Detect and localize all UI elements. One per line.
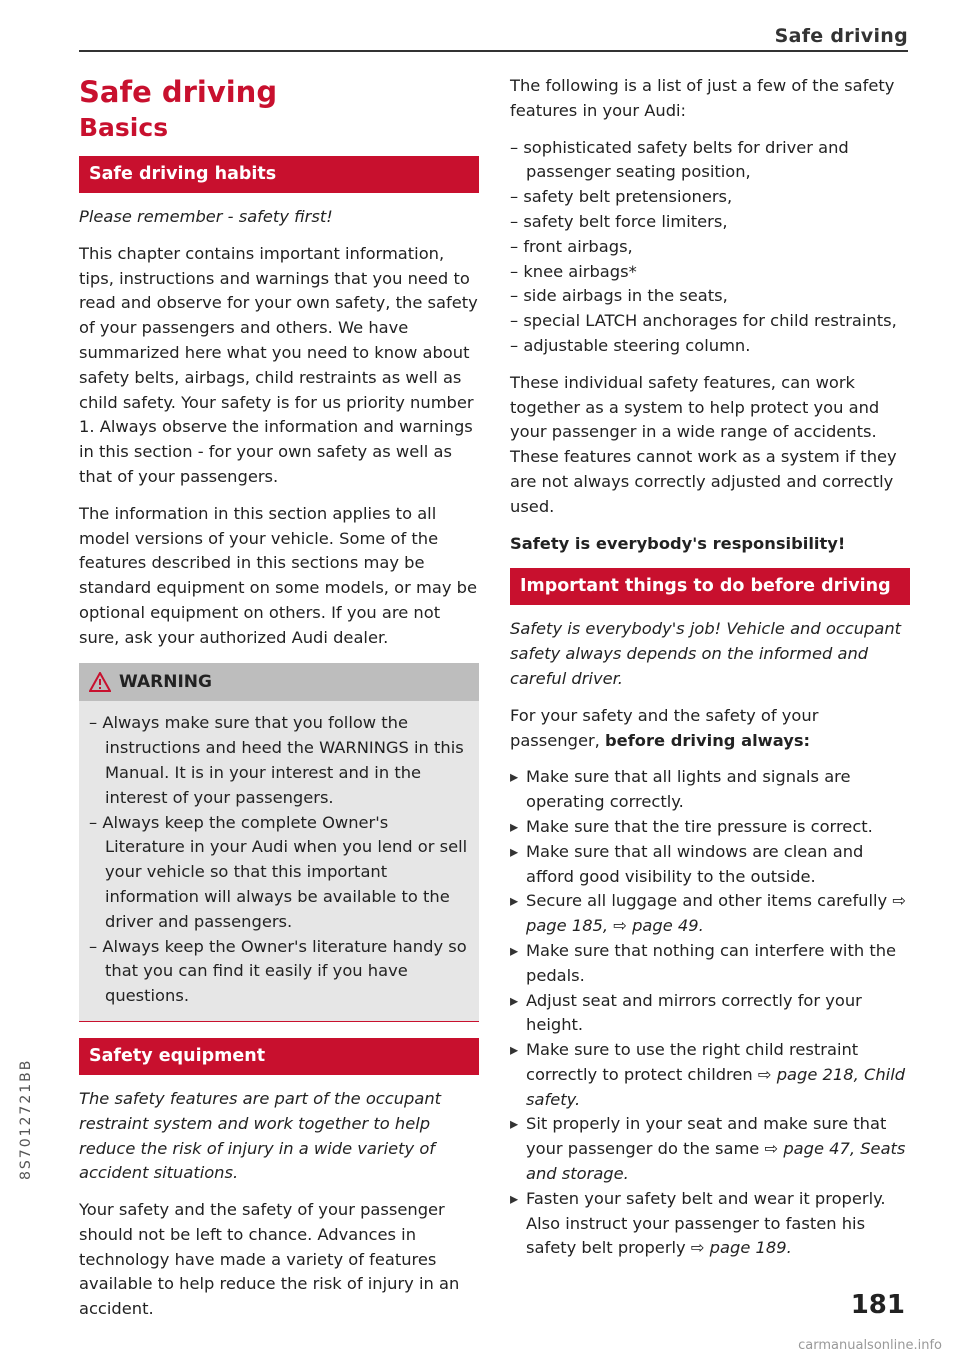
lead-bold: before driving always: [605,730,811,750]
checklist-item [510,1112,910,1186]
checklist-item [510,815,910,840]
checklist [510,765,910,1261]
warning-item: – Always keep the Owner's literature handy so that you can find it easily if you have questions. [89,936,467,1006]
feature-item: – front airbags, [510,236,633,256]
checklist-text: Sit properly in your seat and make sure that your passenger do the same [526,1114,887,1159]
checklist-text: Make sure to use the right child restraint correctly to protect children [526,1040,859,1084]
feature-item: – sophisticated safety belts for driver and passenger seating position, [510,137,849,182]
checklist-item [510,1187,910,1261]
features-paragraph: These individual safety features, can work together as a system to help protect you and your passenger in a wide range of accidents. These features cannot work as a system if they are not always correctly adjusted and correctly used. [510,372,897,516]
page-reference-link[interactable]: ⇨ page 189. [690,1238,792,1258]
equipment-paragraph: Your safety and the safety of your passenger should not be left to chance. Advances in technology have made a variety of features available to help reduce the risk of injury in an accident. [79,1200,460,1319]
feature-item: – safety belt force limiters, [510,211,728,231]
page-reference-link[interactable]: ⇨ page 218, Child safety. [526,1064,906,1109]
checklist-text: Secure all luggage and other items carefully [526,891,893,911]
checklist-item [510,989,910,1039]
running-head: Safe driving [774,25,908,47]
habits-paragraph-2: The information in this section applies to all model versions of your vehicle. Some of the features described in this sections may be standard equipment on some models, or may be optional equipment on others. If you are not sure, ask your authorized Audi dealer. [79,503,477,647]
checklist-item [510,889,910,939]
safety-equipment-heading: Safety equipment [79,1038,479,1075]
checklist-text: Make sure that all lights and signals are operating correctly. [526,767,851,812]
page-number: 181 [850,1290,905,1320]
features-list [510,136,910,359]
feature-item: – adjustable steering column. [510,335,751,355]
checklist-text: Make sure that nothing can interfere with the pedals. [526,940,897,985]
before-driving-intro: Safety is everybody's job! Vehicle and occupant safety always depends on the informed and careful driver. [510,619,902,688]
checklist-text: Adjust seat and mirrors correctly for your height. [526,990,862,1035]
feature-item: – side airbags in the seats, [510,286,728,306]
checklist-item [510,840,910,890]
chapter-title: Safe driving [79,75,278,109]
habits-paragraph-1: This chapter contains important information, tips, instructions and warnings that you need to read and observe for your own safety, the safety of your passengers and others. We have summarized here what you need to know about safety belts, airbags, child restraints as well as child safety. Your safety is for us priority number 1. Always observe the information and warnings in this section - for your own safety as well as that of your passengers. [79,243,478,486]
checklist-text: Fasten your safety belt and wear it properly. Also instruct your passenger to fasten his safety belt properly [526,1188,886,1258]
features-lead: The following is a list of just a few of the safety features in your Audi: [510,76,895,120]
warning-triangle-icon [89,672,111,692]
right-column [510,74,910,1261]
before-driving-lead [510,704,910,754]
checklist-item [510,1038,910,1112]
feature-item: – special LATCH anchorages for child restraints, [510,311,897,331]
warning-item: – Always keep the complete Owner's Literature in your Audi when you lend or sell your vehicle so that this important information will always be available to the driver and passengers. [89,812,468,931]
checklist-item [510,939,910,989]
warning-item: – Always make sure that you follow the instructions and heed the WARNINGS in this Manual. It is in your interest and in the interest of your passengers. [89,713,464,807]
page-reference-link[interactable]: ⇨ page 185, ⇨ page 49. [526,891,907,936]
checklist-item [510,765,910,815]
warning-body [79,701,479,1021]
safe-driving-habits-heading: Safe driving habits [79,156,479,193]
before-driving-heading: Important things to do before driving [510,568,910,605]
watermark: carmanualsonline.info [798,1338,942,1353]
header-rule [79,50,908,52]
feature-item: – safety belt pretensioners, [510,187,733,207]
responsibility-statement: Safety is everybody's responsibility! [510,533,846,553]
feature-item: – knee airbags* [510,261,637,281]
warning-header [79,663,479,702]
left-column [79,74,479,1334]
checklist-text: Make sure that all windows are clean and afford good visibility to the outside. [526,841,864,886]
equipment-intro: The safety features are part of the occupant restraint system and work together to help reduce the risk of injury in a wide variety of accident situations. [79,1088,442,1183]
document-code: 8S7012721BB [18,1058,34,1180]
warning-label: WARNING [119,671,212,692]
warning-box [79,663,479,1022]
checklist-text: Make sure that the tire pressure is correct. [526,816,873,836]
habits-intro: Please remember - safety first! [79,207,333,226]
lead-text: For your safety and the safety of your passenger, [510,705,819,750]
page-reference-link[interactable]: ⇨ page 47, Seats and storage. [526,1139,906,1184]
section-title: Basics [79,113,169,142]
